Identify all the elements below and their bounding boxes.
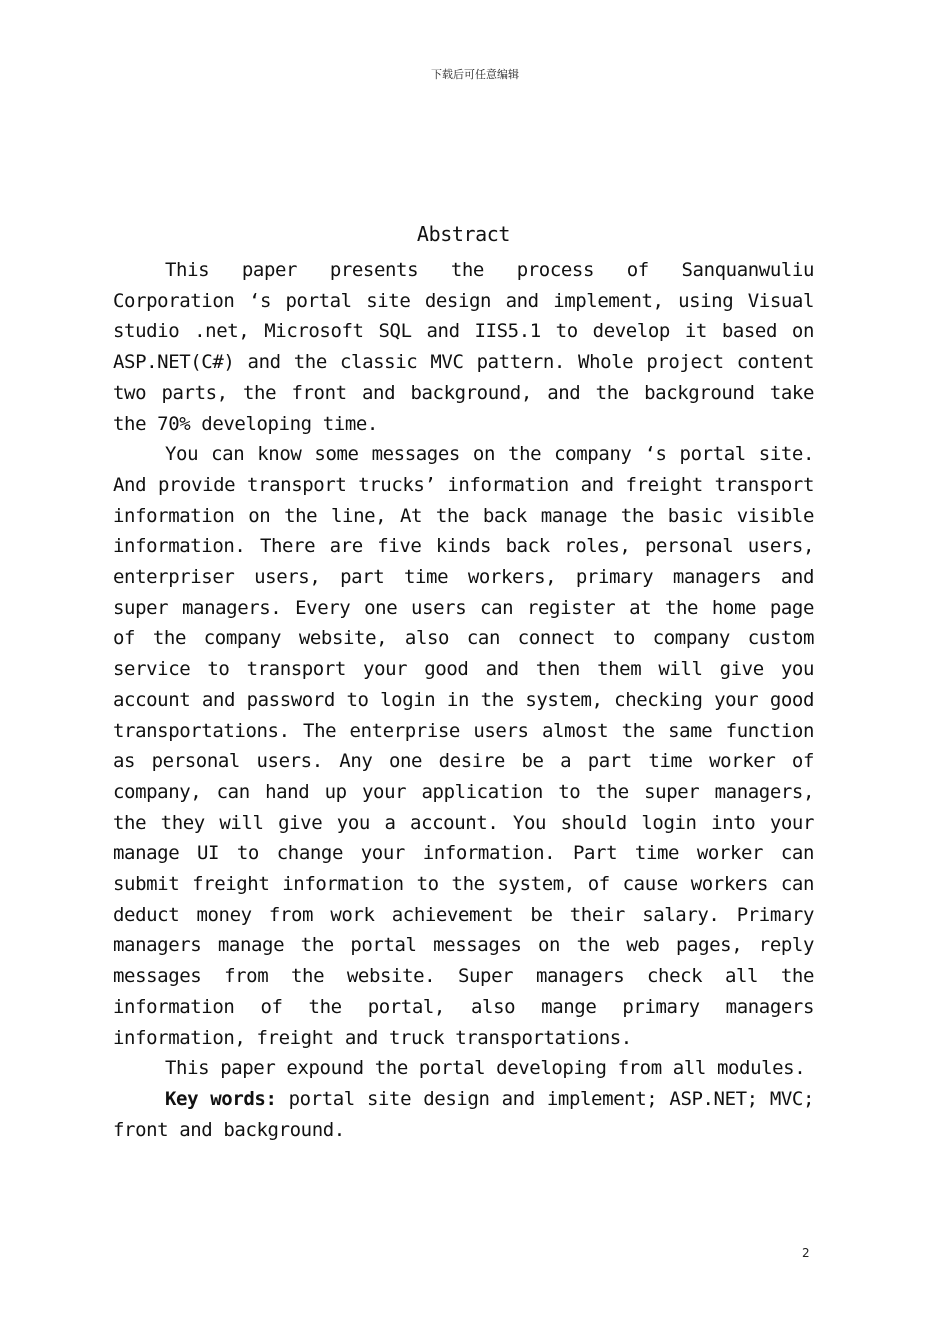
keywords-paragraph xyxy=(113,1084,814,1145)
keywords-text: portal site design and implement; ASP.NET; MVC; front and background. xyxy=(113,1087,814,1141)
abstract-paragraph-3: This paper expound the portal developing from all modules. xyxy=(165,1057,806,1080)
page-number: 2 xyxy=(802,1246,810,1260)
abstract-title: Abstract xyxy=(416,222,511,246)
keywords-label: Key words: xyxy=(165,1087,277,1110)
abstract-paragraph-2: You can know some messages on the company ‘s portal site. And provide transport trucks’ information and freight transport information on the line, At the back manage the basic visible information. There are five kinds back roles, personal users, enterpriser users, part time workers, primary managers and super managers. Every one users can register at the home page of the company website, also can connect to company custom service to transport your good and then them will give you account and password to login in the system, checking your good transportations. The enterprise users almost the same function as personal users. Any one desire be a part time worker of company, can hand up your application to the super managers, the they will give you a account. You should login into your manage UI to change your information. Part time worker can submit freight information to the system, of cause workers can deduct money from work achievement be their salary. Primary managers manage the portal messages on the web pages, reply messages from the website. Super managers check all the information of the portal, also mange primary managers information, freight and truck transportations. xyxy=(113,443,814,1049)
abstract-paragraph-1: This paper presents the process of Sanquanwuliu Corporation ‘s portal site design and implement, using Visual studio .net, Microsoft SQL and IIS5.1 to develop it based on ASP.NET(C#) and the classic MVC pattern. Whole project content two parts, the front and background, and the background take the 70% developing time. xyxy=(113,259,814,435)
page-content xyxy=(113,219,814,1145)
page-header: 下载后可任意编辑 xyxy=(431,68,519,81)
